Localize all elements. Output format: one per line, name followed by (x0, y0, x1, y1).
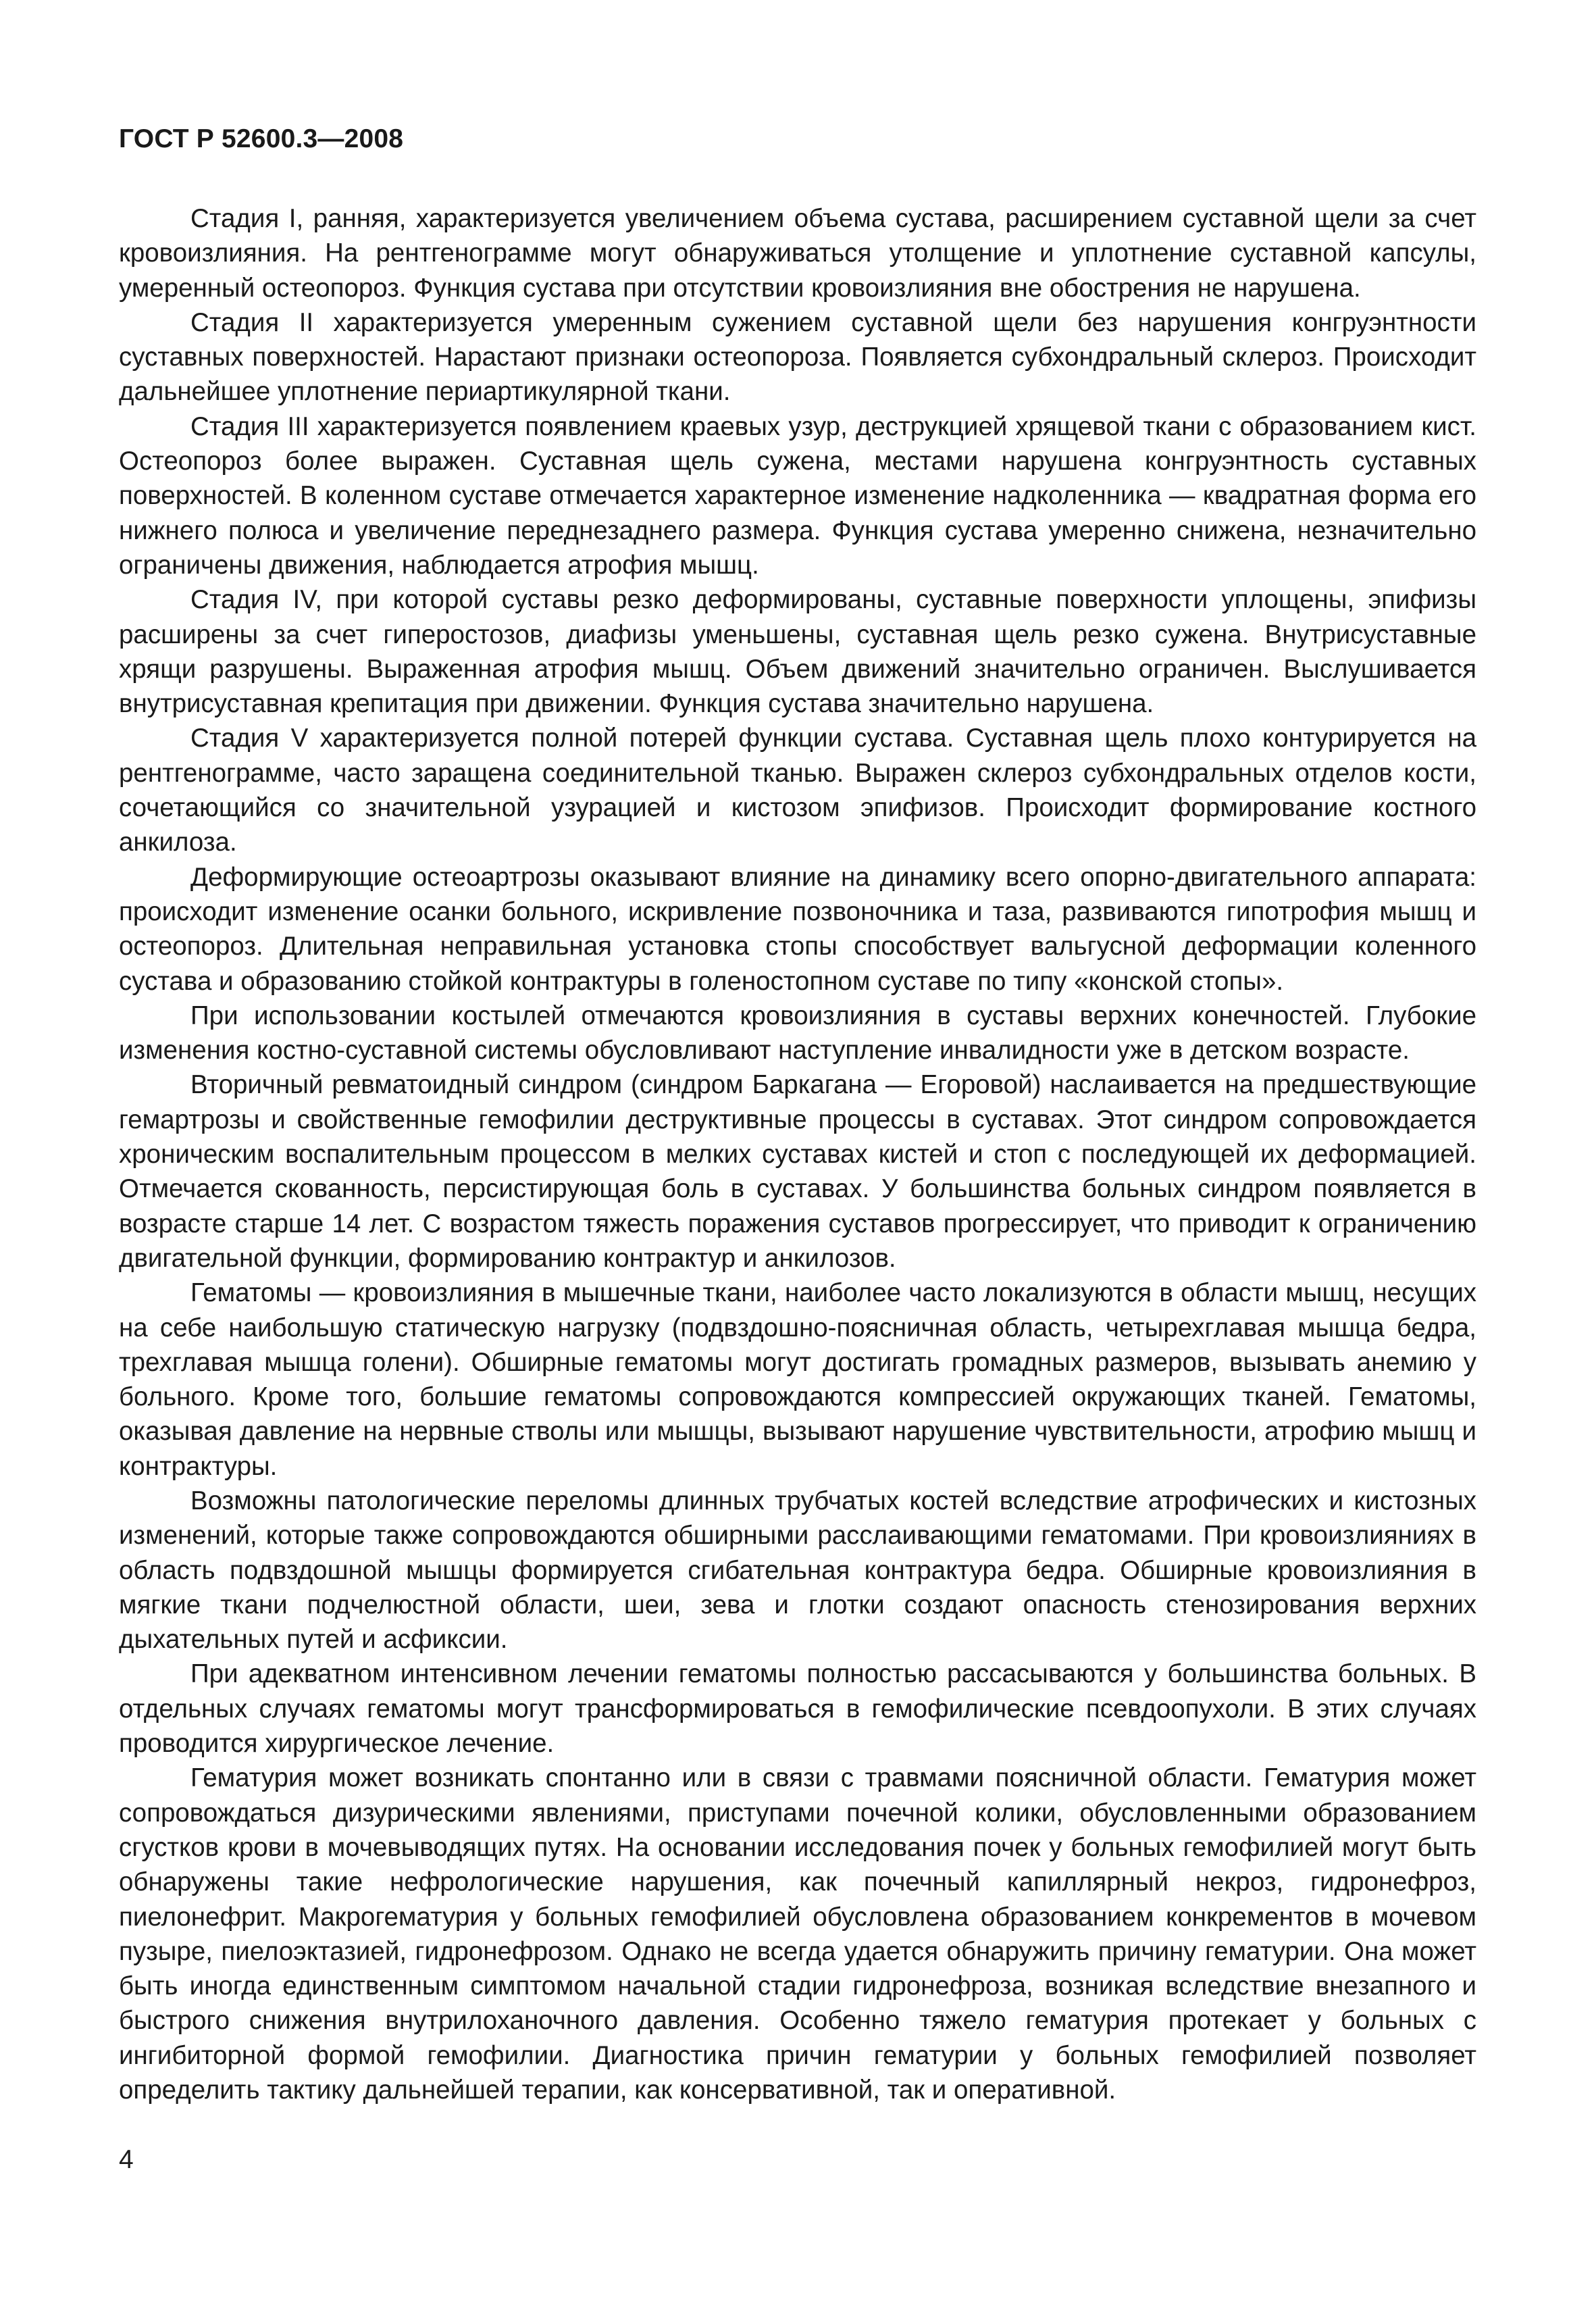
paragraph-crutches: При использовании костылей отмечаются кровоизлияния в суставы верхних конечностей. Глубокие изменения костно-суставной системы обусловливают наступление инвалидности уже в детском возрасте. (119, 1001, 1476, 1065)
paragraph-stage-3: Стадия III характеризуется появлением краевых узур, деструкцией хрящевой ткани с образованием кист. Остеопороз более выражен. Суставная щель сужена, местами нарушена конгруэнтность суставных поверхностей. В коленном суставе отмечается характерное изменение надколенника — квадратная форма его нижнего полюса и увеличение переднезаднего размера. Функция сустава умеренно снижена, незначительно ограничены движения, наблюдается атрофия мышц. (119, 411, 1476, 580)
paragraph-treatment: При адекватном интенсивном лечении гематомы полностью рассасываются у большинства больных. В отдельных случаях гематомы могут трансформироваться в гемофилические псевдоопухоли. В этих случаях проводится хирургическое лечение. (119, 1659, 1476, 1759)
paragraph-deforming-osteoarthrosis: Деформирующие остеоартрозы оказывают влияние на динамику всего опорно-двигательного аппарата: происходит изменение осанки больного, искривление позвоночника и таза, развиваются гипотрофия мышц и остеопороз. Длительная неправильная установка стопы способствует вальгусной деформации коленного сустава и образованию стойкой контрактуры в голеностопном суставе по типу «конской стопы». (119, 862, 1476, 996)
paragraph-stage-5: Стадия V характеризуется полной потерей функции сустава. Суставная щель плохо контурируется на рентгенограмме, часто заращена соединительной тканью. Выражен склероз субхондральных отделов кости, сочетающийся со значительной узурацией и кистозом эпифизов. Происходит формирование костного анкилоза. (119, 724, 1476, 857)
page-number: 4 (119, 2145, 134, 2174)
paragraph-fractures: Возможны патологические переломы длинных трубчатых костей вследствие атрофических и кистозных изменений, которые также сопровождаются обширными расслаивающими гематомами. При кровоизлияниях в область подвздошной мышцы формируется сгибательная контрактура бедра. Обширные кровоизлияния в мягкие ткани подчелюстной области, шеи, зева и глотки создают опасность стенозирования верхних дыхательных путей и асфиксии. (119, 1486, 1476, 1655)
paragraph-hematuria: Гематурия может возникать спонтанно или в связи с травмами поясничной области. Гематурия может сопровождаться дизурическими явлениями, приступами почечной колики, обусловленными образованием сгустков крови в мочевыводящих путях. На основании исследования почек у больных гемофилией могут быть обнаружены такие нефрологические нарушения, как почечный капиллярный некроз, гидронефроз, пиелонефрит. Макрогематурия у больных гемофилией обусловлена образованием конкрементов в мочевом пузыре, пиелоэктазией, гидронефрозом. Однако не всегда удается обнаружить причину гематурии. Она может быть иногда единственным симптомом начальной стадии гидронефроза, возникая вследствие внезапного и быстрого снижения внутрилоханочного давления. Особенно тяжело гематурия протекает у больных с ингибиторной формой гемофилии. Диагностика причин гематурии у больных гемофилией позволяет определить тактику дальнейшей терапии, как консервативной, так и оперативной. (119, 1763, 1476, 2105)
standard-designation-header: ГОСТ Р 52600.3—2008 (119, 124, 404, 153)
paragraph-stage-2: Стадия II характеризуется умеренным сужением суставной щели без нарушения конгруэнтности суставных поверхностей. Нарастают признаки остеопороза. Появляется субхондральный склероз. Происходит дальнейшее уплотнение периартикулярной ткани. (119, 307, 1476, 407)
paragraph-stage-1: Стадия I, ранняя, характеризуется увеличением объема сустава, расширением суставной щели за счет кровоизлияния. На рентгенограмме могут обнаруживаться утолщение и уплотнение суставной капсулы, умеренный остеопороз. Функция сустава при отсутствии кровоизлияния вне обострения не нарушена. (119, 204, 1476, 303)
paragraph-stage-4: Стадия IV, при которой суставы резко деформированы, суставные поверхности уплощены, эпифизы расширены за счет гиперостозов, диафизы уменьшены, суставная щель резко сужена. Внутрисуставные хрящи разрушены. Выраженная атрофия мышц. Объем движений значительно ограничен. Выслушивается внутрисуставная крепитация при движении. Функция сустава значительно нарушена. (119, 585, 1476, 719)
body-text (119, 201, 1476, 2107)
paragraph-rheumatoid-syndrome: Вторичный ревматоидный синдром (синдром Баркагана — Егоровой) наслаивается на предшествующие гемартрозы и свойственные гемофилии деструктивные процессы в суставах. Этот синдром сопровождается хроническим воспалительным процессом в мелких суставах кистей и стоп с последующей их деформацией. Отмечается скованность, персистирующая боль в суставах. У большинства больных синдром появляется в возрасте старше 14 лет. С возрастом тяжесть поражения суставов прогрессирует, что приводит к ограничению двигательной функции, формированию контрактур и анкилозов. (119, 1070, 1476, 1273)
paragraph-hematomas: Гематомы — кровоизлияния в мышечные ткани, наиболее часто локализуются в области мышц, несущих на себе наибольшую статическую нагрузку (подвздошно-поясничная область, четырехглавая мышца бедра, трехглавая мышца голени). Обширные гематомы могут достигать громадных размеров, вызывать анемию у больного. Кроме того, большие гематомы сопровождаются компрессией окружающих тканей. Гематомы, оказывая давление на нервные стволы или мышцы, вызывают нарушение чувствительности, атрофию мышц и контрактуры. (119, 1278, 1476, 1481)
